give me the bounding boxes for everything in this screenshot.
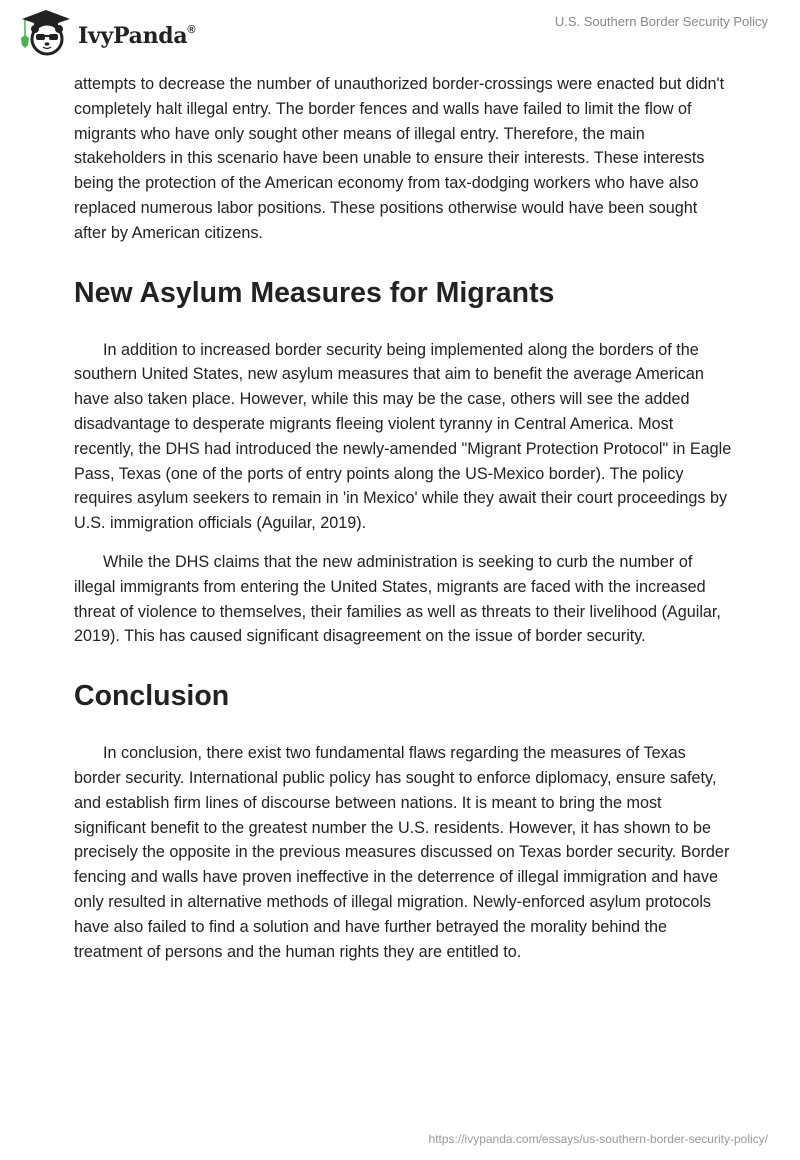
ivypanda-logo[interactable] (18, 8, 195, 58)
document-title: U.S. Southern Border Security Policy (554, 14, 768, 29)
essay-content (74, 72, 734, 964)
page-header (0, 0, 800, 64)
conclusion-paragraph: In conclusion, there exist two fundamental flaws regarding the measures of Texas border security. International public policy has sought to enforce diplomacy, ensure safety, and establish firm lines of discourse between nations. It is meant to bring the most significant benefit to the greatest number the U.S. residents. However, it has shown to be precisely the opposite in the previous measures discussed on Texas border security. Border fencing and walls have proven ineffective in the deterrence of illegal immigration and have only resulted in alternative methods of illegal migration. Newly-enforced asylum protocols have also failed to find a solution and have further betrayed the morality behind the treatment of persons and the human rights they are entitled to. (74, 744, 730, 961)
intro-paragraph: attempts to decrease the number of unauthorized border-crossings were enacted but didn't completely halt illegal entry. The border fences and walls have failed to limit the flow of migrants who have only sought other means of illegal entry. Therefore, the main stakeholders in this scenario have been unable to ensure their interests. These interests being the protection of the American economy from tax-dodging workers who have also replaced numerous labor positions. These positions otherwise would have been sought after by American citizens. (74, 75, 725, 242)
asylum-paragraph-2: While the DHS claims that the new administration is seeking to curb the number of illegal immigrants from entering the United States, migrants are faced with the increased threat of violence to themselves, their families as well as threats to their livelihood (Aguilar, 2019). This has caused significant disagreement on the issue of border security. (74, 552, 721, 646)
registered-mark: ® (187, 23, 196, 36)
logo-text: IvyPanda® (78, 23, 196, 49)
panda-graduate-icon (18, 8, 74, 58)
source-url[interactable]: https://ivypanda.com/essays/us-southern-border-security-policy/ (428, 1132, 768, 1146)
asylum-paragraph-1: In addition to increased border security being implemented along the borders of the southern United States, new asylum measures that aim to benefit the average American have also taken place. However, while this may be the case, others will see the added disadvantage to desperate migrants fleeing violent tyranny in Central America. Most recently, the DHS had introduced the newly-amended "Migrant Protection Protocol" in Eagle Pass, Texas (one of the ports of entry points along the US-Mexico border). The policy requires asylum seekers to remain in 'in Mexico' while they await their court proceedings by U.S. immigration officials (Aguilar, 2019). (74, 340, 732, 533)
section-heading-conclusion: Conclusion (74, 680, 230, 713)
section-heading-asylum: New Asylum Measures for Migrants (74, 276, 555, 309)
